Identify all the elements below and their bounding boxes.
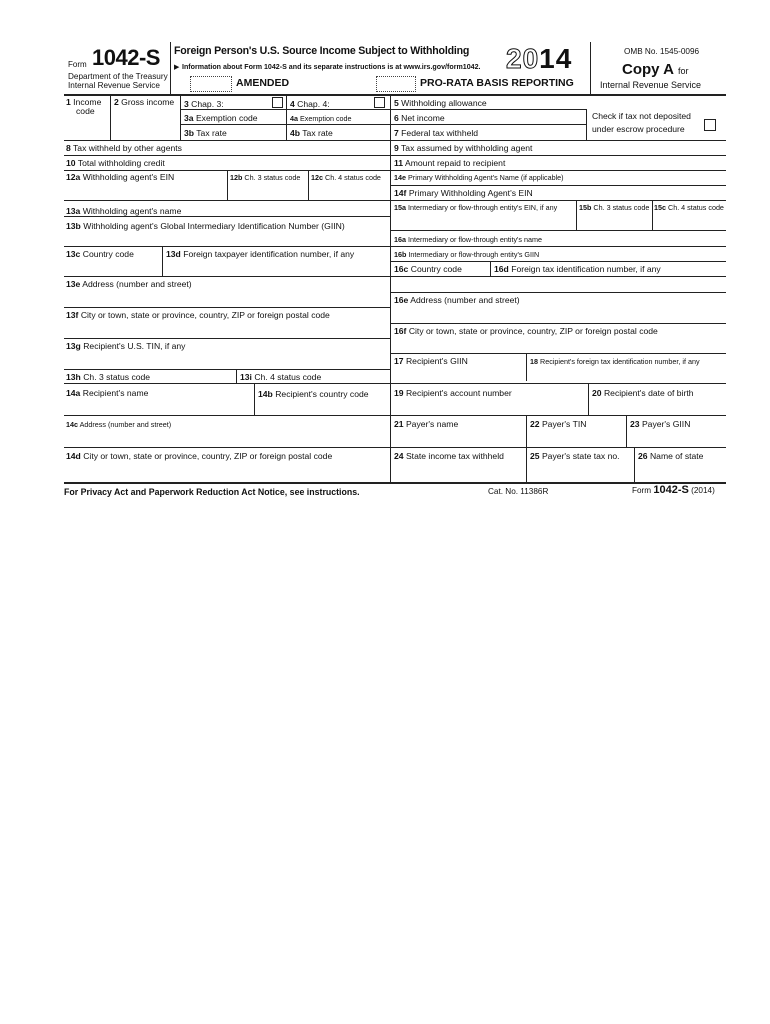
header-divider-left — [170, 42, 171, 94]
field-15a-intermediary-ein[interactable]: 15a Intermediary or flow-through entity's EIN, if any — [394, 203, 558, 212]
field-17-recipient-giin[interactable]: 17 Recipient's GIIN — [394, 356, 468, 366]
field-13e-address[interactable]: 13e Address (number and street) — [66, 279, 192, 289]
form-title: Foreign Person's U.S. Source Income Subject to Withholding — [174, 45, 470, 57]
field-13h-ch3-status[interactable]: 13h Ch. 3 status code — [66, 372, 151, 382]
field-9-tax-assumed[interactable]: 9 Tax assumed by withholding agent — [394, 143, 533, 153]
field-14d-city[interactable]: 14d City or town, state or province, country, ZIP or foreign postal code — [66, 451, 333, 461]
prorata-checkbox[interactable] — [376, 76, 416, 92]
field-18-recipient-foreign-tin[interactable]: 18 Recipient's foreign tax identification number, if any — [530, 357, 700, 366]
info-arrow-icon: ▶ — [174, 63, 180, 71]
dept-irs: Internal Revenue Service — [68, 81, 160, 90]
field-5-withholding-allowance[interactable]: 5 Withholding allowance — [394, 98, 487, 108]
field-13b-agent-giin[interactable]: 13b Withholding agent's Global Intermediary Identification Number (GIIN) — [66, 221, 345, 231]
footer-form-id: Form 1042-S (2014) — [632, 484, 715, 496]
field-13f-city[interactable]: 13f City or town, state or province, country, ZIP or foreign postal code — [66, 310, 330, 320]
field-15c-ch4-status[interactable]: 15c Ch. 4 status code — [654, 203, 724, 212]
field-11-amount-repaid[interactable]: 11 Amount repaid to recipient — [394, 158, 506, 168]
field-22-payer-tin[interactable]: 22 Payer's TIN — [530, 419, 587, 429]
field-14b-recipient-country[interactable]: 14b Recipient's country code — [258, 389, 369, 399]
amended-label: AMENDED — [236, 77, 290, 89]
field-10-total-credit[interactable]: 10 Total withholding credit — [66, 158, 165, 168]
copy-agency: Internal Revenue Service — [600, 80, 702, 90]
field-8-tax-withheld-other[interactable]: 8 Tax withheld by other agents — [66, 143, 182, 153]
escrow-label-2: under escrow procedure — [592, 124, 685, 134]
field-21-payer-name[interactable]: 21 Payer's name — [394, 419, 459, 429]
prorata-label: PRO-RATA BASIS REPORTING — [420, 77, 574, 89]
field-4a-exemption[interactable]: 4a Exemption code — [290, 114, 352, 123]
field-3-chap3: 3 Chap. 3: — [184, 99, 224, 109]
field-15b-ch3-status[interactable]: 15b Ch. 3 status code — [579, 203, 650, 212]
amended-checkbox[interactable] — [190, 76, 232, 92]
field-14c-address[interactable]: 14c Address (number and street) — [66, 420, 172, 429]
field-12b-ch3-status[interactable]: 12b Ch. 3 status code — [230, 173, 301, 182]
info-line: Information about Form 1042-S and its separate instructions is at www.irs.gov/form1042. — [182, 63, 481, 71]
escrow-checkbox[interactable] — [704, 119, 716, 131]
copy-for: for — [678, 66, 689, 76]
field-3a-exemption[interactable]: 3a Exemption code — [184, 113, 258, 123]
field-23-payer-giin[interactable]: 23 Payer's GIIN — [630, 419, 691, 429]
field-4-chap4: 4 Chap. 4: — [290, 99, 330, 109]
form-number: 1042-S — [92, 45, 160, 70]
field-16c-country-code[interactable]: 16c Country code — [394, 264, 462, 274]
copy-label: Copy A — [622, 61, 674, 78]
year-outline: 20 — [506, 43, 540, 74]
chap4-checkbox[interactable] — [374, 97, 385, 108]
field-24-state-tax-withheld[interactable]: 24 State income tax withheld — [394, 451, 504, 461]
form-word: Form — [68, 60, 87, 69]
tax-year — [506, 44, 572, 74]
field-16a-intermediary-name[interactable]: 16a Intermediary or flow-through entity's name — [394, 235, 543, 244]
field-1-label-b: code — [76, 106, 95, 116]
center-divider — [390, 95, 391, 483]
field-14e-primary-agent-name[interactable]: 14e Primary Withholding Agent's Name (if applicable) — [394, 173, 564, 182]
field-4b-tax-rate[interactable]: 4b Tax rate — [290, 128, 333, 138]
field-7-federal-tax-withheld[interactable]: 7 Federal tax withheld — [394, 128, 479, 138]
privacy-notice: For Privacy Act and Paperwork Reduction Act Notice, see instructions. — [64, 487, 360, 497]
field-1-label[interactable]: 1 Income — [66, 97, 102, 107]
field-19-account-number[interactable]: 19 Recipient's account number — [394, 388, 512, 398]
escrow-label-1: Check if tax not deposited — [592, 111, 691, 121]
header-bottom-rule — [64, 94, 726, 96]
field-13i-ch4-status[interactable]: 13i Ch. 4 status code — [240, 372, 322, 382]
field-14f-primary-agent-ein[interactable]: 14f Primary Withholding Agent's EIN — [394, 188, 533, 198]
field-26-name-of-state[interactable]: 26 Name of state — [638, 451, 704, 461]
field-16f-city[interactable]: 16f City or town, state or province, country, ZIP or foreign postal code — [394, 326, 658, 336]
field-14a-recipient-name[interactable]: 14a Recipient's name — [66, 388, 149, 398]
chap3-checkbox[interactable] — [272, 97, 283, 108]
field-20-date-of-birth[interactable]: 20 Recipient's date of birth — [592, 388, 694, 398]
field-16b-intermediary-giin[interactable]: 16b Intermediary or flow-through entity's GIIN — [394, 250, 540, 259]
field-16e-address[interactable]: 16e Address (number and street) — [394, 295, 520, 305]
field-13a-agent-name[interactable]: 13a Withholding agent's name — [66, 206, 182, 216]
field-16d-foreign-tin[interactable]: 16d Foreign tax identification number, if any — [494, 264, 661, 274]
field-12a-agent-ein[interactable]: 12a Withholding agent's EIN — [66, 172, 175, 182]
omb-number: OMB No. 1545-0096 — [624, 47, 700, 56]
field-13g-recipient-us-tin[interactable]: 13g Recipient's U.S. TIN, if any — [66, 341, 186, 351]
field-12c-ch4-status[interactable]: 12c Ch. 4 status code — [311, 173, 381, 182]
field-2-gross-income[interactable]: 2 Gross income — [114, 97, 175, 107]
form-1042s — [64, 42, 726, 497]
header-divider-right — [590, 42, 591, 94]
field-6-net-income[interactable]: 6 Net income — [394, 113, 445, 123]
field-13d-foreign-tin[interactable]: 13d Foreign taxpayer identification number, if any — [166, 249, 355, 259]
field-25-payer-state-tax-no[interactable]: 25 Payer's state tax no. — [530, 451, 620, 461]
catalog-number: Cat. No. 11386R — [488, 487, 549, 496]
year-solid: 14 — [539, 43, 573, 74]
field-13c-country-code[interactable]: 13c Country code — [66, 249, 134, 259]
form-bottom-rule — [64, 482, 726, 484]
field-3b-tax-rate[interactable]: 3b Tax rate — [184, 128, 227, 138]
dept-treasury: Department of the Treasury — [68, 72, 168, 81]
